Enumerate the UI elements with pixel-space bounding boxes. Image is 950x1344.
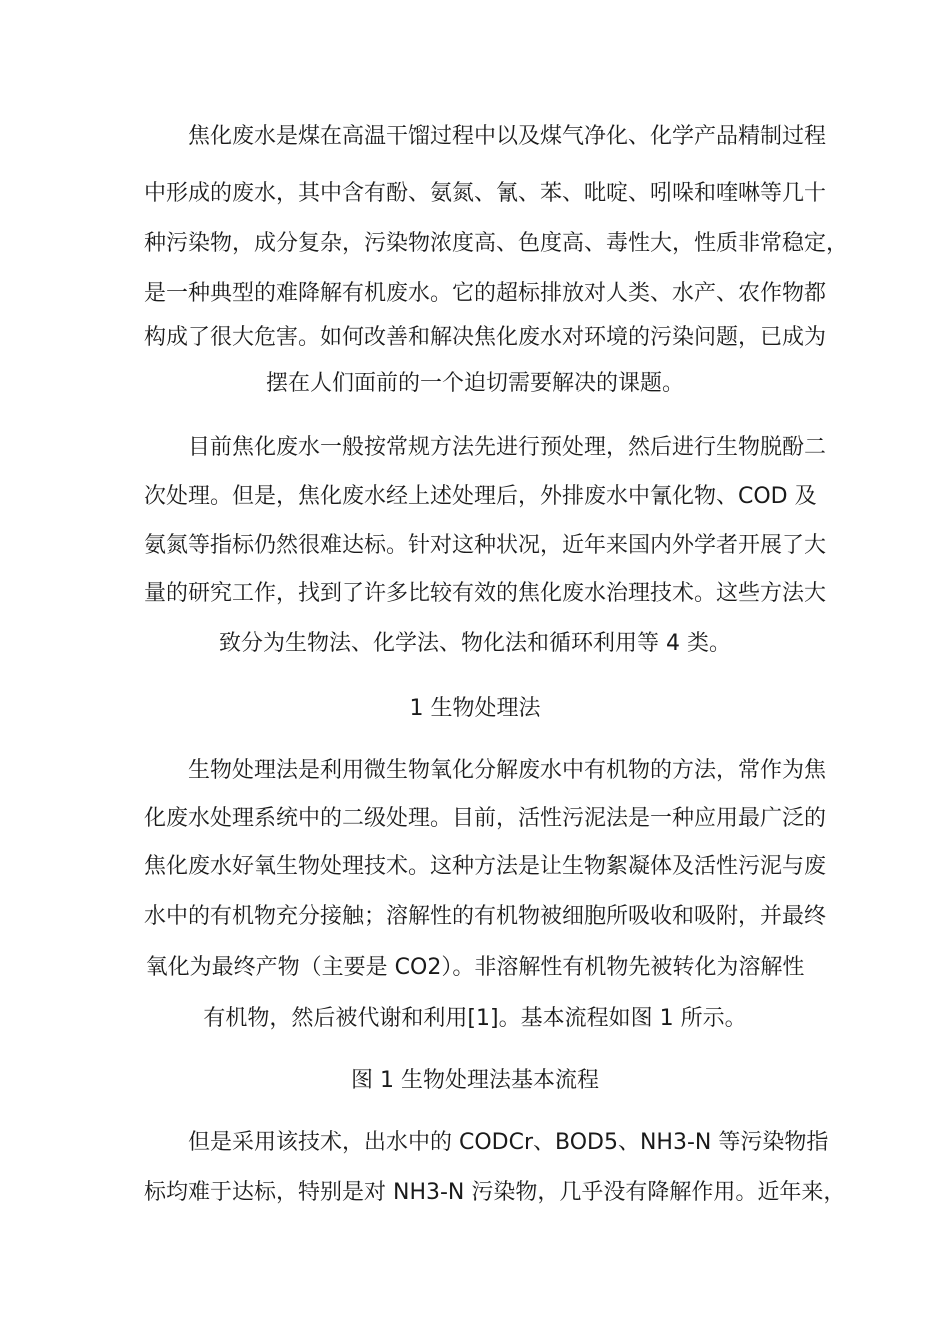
paragraph-3-line-6: 有机物，然后被代谢和利用[1]。基本流程如图 1 所示。 — [203, 1006, 747, 1031]
paragraph-2-line-2: 次处理。但是，焦化废水经上述处理后，外排废水中氰化物、COD 及 — [144, 484, 817, 509]
paragraph-4-line-2: 标均难于达标，特别是对 NH3-N 污染物，几乎没有降解作用。近年来， — [144, 1180, 846, 1205]
figure-caption: 图 1 生物处理法基本流程 — [351, 1068, 599, 1093]
paragraph-3-line-4: 水中的有机物充分接触；溶解性的有机物被细胞所吸收和吸附，并最终 — [144, 904, 827, 929]
paragraph-2-line-1: 目前焦化废水一般按常规方法先进行预处理，然后进行生物脱酚二 — [144, 435, 827, 460]
section-heading: 1 生物处理法 — [409, 696, 541, 721]
paragraph-3-line-5: 氧化为最终产物（主要是 CO2）。非溶解性有机物先被转化为溶解性 — [145, 955, 805, 980]
paragraph-3-line-2: 化废水处理系统中的二级处理。目前，活性污泥法是一种应用最广泛的 — [144, 806, 827, 831]
paragraph-1-line-2: 中形成的废水，其中含有酚、氨氮、氰、苯、吡啶、吲哚和喹啉等几十 — [144, 181, 827, 206]
paragraph-2-line-4: 量的研究工作，找到了许多比较有效的焦化废水治理技术。这些方法大 — [144, 581, 827, 606]
paragraph-1-line-1: 焦化废水是煤在高温干馏过程中以及煤气净化、化学产品精制过程 — [144, 124, 827, 149]
paragraph-3-line-3: 焦化废水好氧生物处理技术。这种方法是让生物絮凝体及活性污泥与废 — [144, 854, 827, 879]
paragraph-1-line-3: 种污染物，成分复杂，污染物浓度高、色度高、毒性大，性质非常稳定， — [144, 231, 849, 256]
paragraph-1-line-5: 构成了很大危害。如何改善和解决焦化废水对环境的污染问题，已成为 — [144, 325, 827, 350]
paragraph-1-line-4: 是一种典型的难降解有机废水。它的超标排放对人类、水产、农作物都 — [144, 281, 827, 306]
paragraph-3-line-1: 生物处理法是利用微生物氧化分解废水中有机物的方法，常作为焦 — [144, 758, 827, 783]
paragraph-2-line-3: 氨氮等指标仍然很难达标。针对这种状况，近年来国内外学者开展了大 — [144, 533, 827, 558]
paragraph-1-line-6: 摆在人们面前的一个迫切需要解决的课题。 — [265, 371, 684, 396]
paragraph-2-line-5: 致分为生物法、化学法、物化法和循环利用等 4 类。 — [219, 631, 731, 656]
paragraph-4-line-1: 但是采用该技术，出水中的 CODCr、BOD5、NH3-N 等污染物指 — [144, 1130, 829, 1155]
